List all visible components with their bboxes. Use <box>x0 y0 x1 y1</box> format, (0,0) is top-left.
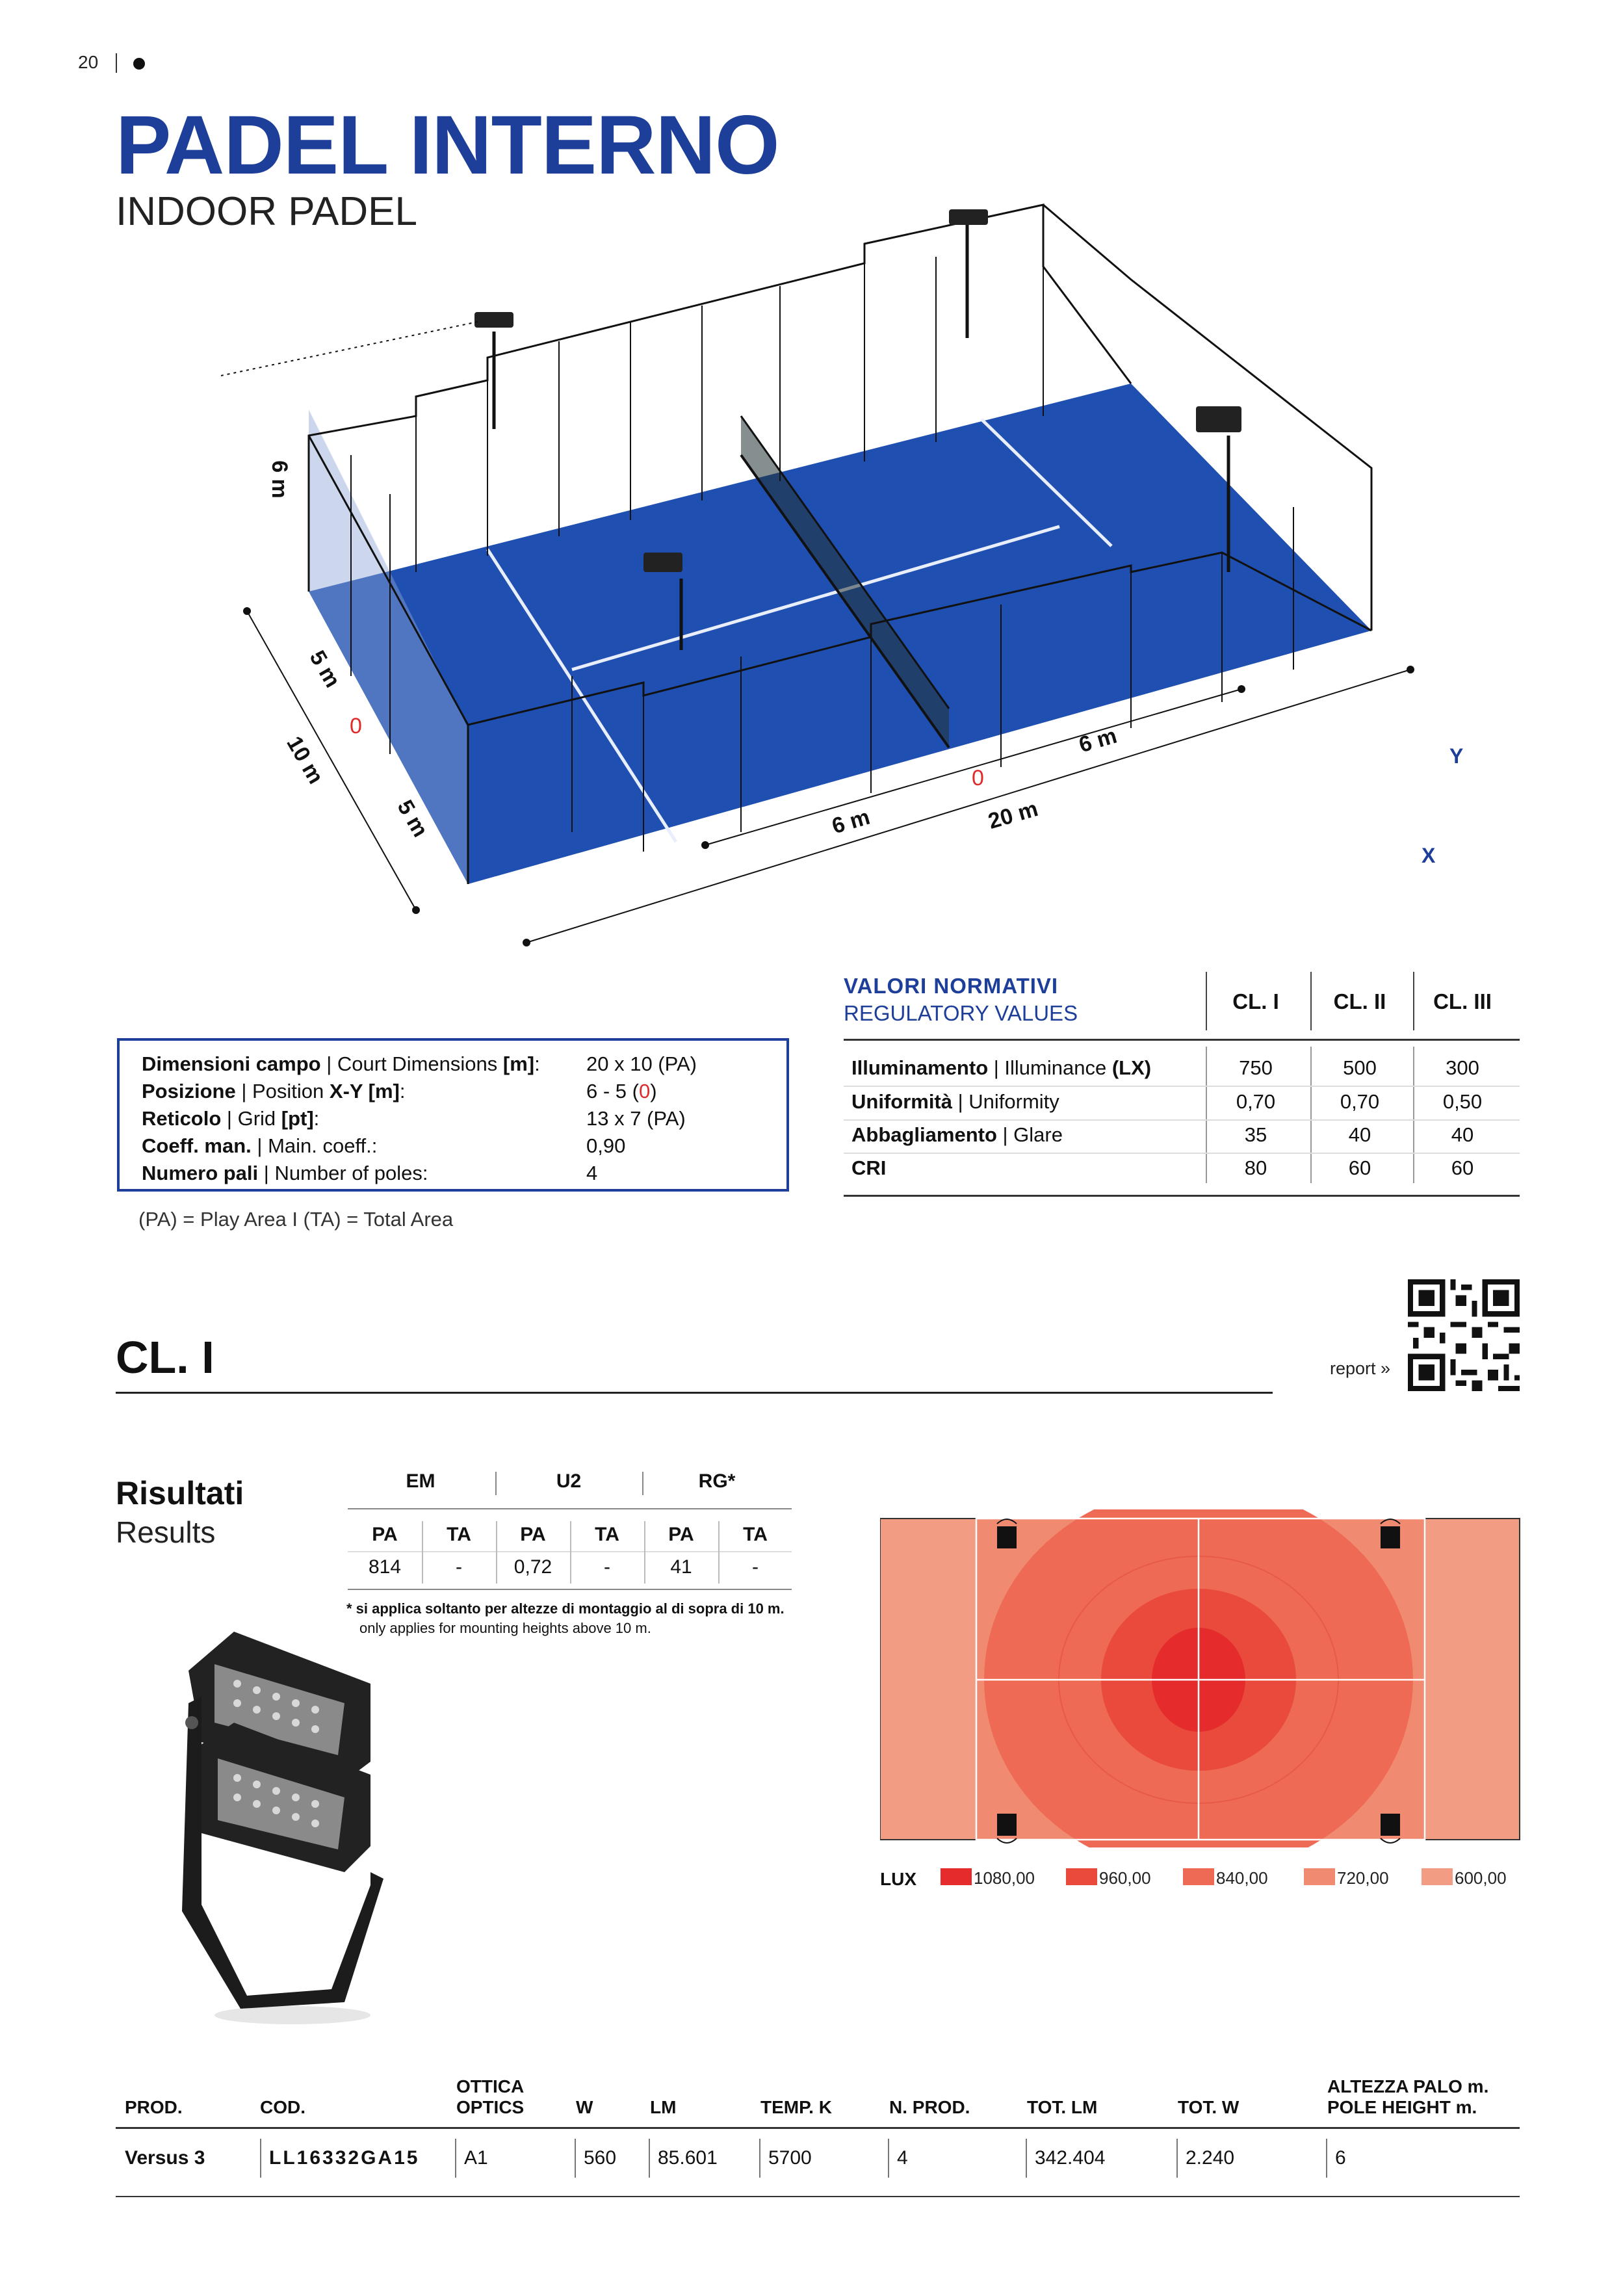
page-number-divider <box>116 53 117 73</box>
reg-cell: 40 <box>1348 1123 1371 1146</box>
court-diagram <box>221 182 1430 962</box>
cell-prod: Versus 3 <box>125 2147 205 2169</box>
cell-tot-w: 2.240 <box>1186 2147 1235 2169</box>
side-label-5a: 5 m <box>304 646 345 692</box>
results-subheader: TA <box>743 1524 768 1545</box>
report-link[interactable]: report » <box>1330 1359 1391 1378</box>
area-footnote: (PA) = Play Area I (TA) = Total Area <box>138 1208 454 1231</box>
col-header-pole-en: POLE HEIGHT m. <box>1327 2097 1477 2117</box>
info-row-poles: Numero pali | Number of poles: <box>142 1162 428 1184</box>
results-cell: 814 <box>368 1556 402 1578</box>
page-title: PADEL INTERNO <box>116 99 779 192</box>
results-note-it: * si applica soltanto per altezze di montaggio al di sopra di 10 m. <box>346 1600 785 1617</box>
reg-cell: 80 <box>1244 1156 1267 1179</box>
legend-title: LUX <box>880 1869 916 1889</box>
cell-tot-lm: 342.404 <box>1035 2147 1106 2169</box>
reg-cell: 750 <box>1239 1056 1273 1079</box>
regulatory-subtitle: REGULATORY VALUES <box>844 1001 1078 1025</box>
floodlight-product-image <box>175 1625 448 2028</box>
divider <box>116 1392 1273 1394</box>
legend-label: 600,00 <box>1455 1868 1507 1888</box>
col-header-tot-lm: TOT. LM <box>1027 2097 1098 2117</box>
info-row-maint-coeff: Coeff. man. | Main. coeff.: <box>142 1134 378 1157</box>
results-cell: - <box>752 1556 759 1578</box>
cell-w: 560 <box>584 2147 617 2169</box>
legend-label: 720,00 <box>1337 1868 1389 1888</box>
legend-label: 840,00 <box>1216 1868 1268 1888</box>
legend-label: 960,00 <box>1099 1868 1151 1888</box>
reg-cell: 60 <box>1451 1156 1474 1179</box>
reg-cell: 40 <box>1451 1123 1474 1146</box>
reg-row-glare: Abbagliamento | Glare <box>851 1123 1063 1146</box>
reg-cell: 300 <box>1446 1056 1479 1079</box>
class-section-title: CL. I <box>116 1332 214 1383</box>
results-title: Risultati <box>116 1475 244 1511</box>
reg-row-uniformity: Uniformità | Uniformity <box>851 1090 1059 1113</box>
col-header-nprod: N. PROD. <box>889 2097 970 2117</box>
legend-swatch <box>1422 1868 1453 1885</box>
court-info-box <box>117 1038 789 1192</box>
col-header-tot-w: TOT. W <box>1178 2097 1240 2117</box>
results-group-em: EM <box>406 1470 435 1492</box>
info-value-position: 6 - 5 (0) <box>586 1080 657 1102</box>
results-subtitle: Results <box>116 1515 216 1549</box>
col-header-prod: PROD. <box>125 2097 183 2117</box>
reg-cell: 500 <box>1343 1056 1377 1079</box>
regulatory-title: VALORI NORMATIVI <box>844 974 1059 998</box>
class-header-2: CL. II <box>1333 989 1386 1013</box>
col-header-temp: TEMP. K <box>760 2097 832 2117</box>
side-label-5b: 5 m <box>392 796 433 842</box>
info-value-poles: 4 <box>586 1162 598 1184</box>
qr-code-icon[interactable] <box>1408 1279 1520 1391</box>
side-zero-label: 0 <box>350 714 362 738</box>
col-header-cod: COD. <box>260 2097 305 2117</box>
legend-swatch <box>1066 1868 1097 1885</box>
results-subheader: TA <box>447 1524 471 1545</box>
legend-swatch <box>1304 1868 1335 1885</box>
class-header-3: CL. III <box>1433 989 1492 1013</box>
legend-swatch <box>941 1868 972 1885</box>
height-label: 6 m <box>266 460 292 499</box>
cell-cod: LL16332GA15 <box>269 2147 420 2169</box>
results-group-rg: RG* <box>698 1470 736 1492</box>
length-zero-label: 0 <box>972 766 984 790</box>
legend-swatch <box>1183 1868 1214 1885</box>
info-value-maint-coeff: 0,90 <box>586 1134 626 1157</box>
axis-x-label: X <box>1422 844 1436 867</box>
results-note-en: only applies for mounting heights above 10 m. <box>359 1620 651 1636</box>
cell-lm: 85.601 <box>658 2147 718 2169</box>
page-number: 20 <box>78 52 99 72</box>
info-row-position: Posizione | Position X-Y [m]: <box>142 1080 406 1102</box>
page-dot-icon <box>133 58 145 70</box>
results-subheader: PA <box>520 1524 546 1545</box>
cell-nprod: 4 <box>897 2147 908 2169</box>
reg-row-cri: CRI <box>851 1156 887 1179</box>
col-header-optics-it: OTTICA <box>456 2076 525 2096</box>
reg-cell: 35 <box>1244 1123 1267 1146</box>
reg-cell: 0,50 <box>1442 1090 1483 1113</box>
axis-y-label: Y <box>1449 744 1464 768</box>
reg-cell: 0,70 <box>1340 1090 1380 1113</box>
illuminance-heatmap <box>880 1509 1524 1847</box>
class-header-1: CL. I <box>1232 989 1279 1013</box>
length-label-6b: 6 m <box>829 804 873 839</box>
results-cell: - <box>456 1556 462 1578</box>
col-header-lm: LM <box>650 2097 677 2117</box>
legend-label: 1080,00 <box>974 1868 1035 1888</box>
col-header-pole-it: ALTEZZA PALO m. <box>1327 2076 1489 2096</box>
page-subtitle: INDOOR PADEL <box>116 189 417 234</box>
length-label-20: 20 m <box>985 796 1041 834</box>
length-label-6a: 6 m <box>1076 723 1120 758</box>
results-subheader: PA <box>668 1524 694 1545</box>
cell-temp: 5700 <box>768 2147 812 2169</box>
results-group-u2: U2 <box>556 1470 582 1492</box>
col-header-optics-en: OPTICS <box>456 2097 525 2117</box>
cell-optics: A1 <box>464 2147 488 2169</box>
results-subheader: TA <box>595 1524 619 1545</box>
info-row-dimensions: Dimensioni campo | Court Dimensions [m]: <box>142 1052 540 1075</box>
results-subheader: PA <box>372 1524 398 1545</box>
info-value-grid: 13 x 7 (PA) <box>586 1107 686 1130</box>
info-value-dimensions: 20 x 10 (PA) <box>586 1052 697 1075</box>
col-header-w: W <box>576 2097 593 2117</box>
reg-row-illuminance: Illuminamento | Illuminance (LX) <box>851 1056 1152 1079</box>
reg-cell: 60 <box>1348 1156 1371 1179</box>
cell-pole: 6 <box>1335 2147 1346 2169</box>
results-cell: - <box>604 1556 610 1578</box>
reg-cell: 0,70 <box>1236 1090 1276 1113</box>
results-cell: 41 <box>670 1556 692 1578</box>
info-row-grid: Reticolo | Grid [pt]: <box>142 1107 320 1130</box>
side-label-10: 10 m <box>281 732 329 789</box>
results-cell: 0,72 <box>513 1556 552 1578</box>
